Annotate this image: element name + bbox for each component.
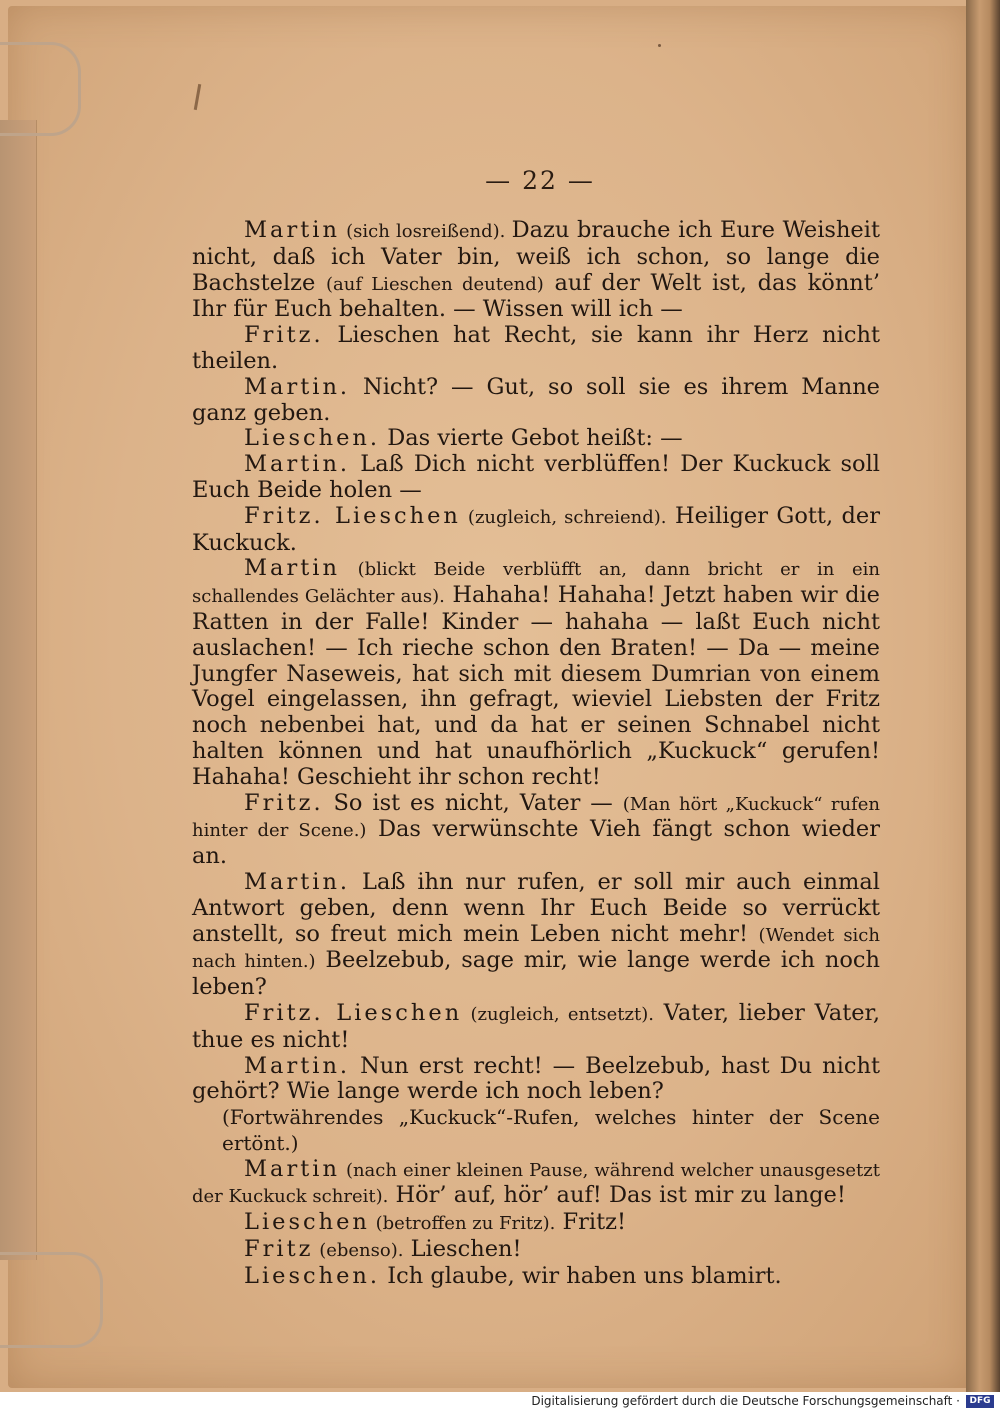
stage-direction: (zugleich, entsetzt). — [462, 1003, 654, 1025]
dialogue-text: Vater, lieber Vater, thue es nicht! — [192, 999, 880, 1053]
stage-direction: (ebenso). — [313, 1240, 404, 1262]
speaker-name: Fritz. Lieschen — [244, 502, 461, 529]
dialogue-text: auf der Welt ist, das könnt’ Ihr für Euch behalten. — Wissen will ich — — [192, 269, 880, 323]
speaker-name: Martin — [244, 217, 340, 243]
dfg-logo: DFG — [966, 1395, 994, 1408]
dialogue-text: Laß ihn nur rufen, er soll mir auch einmal Antwort geben, denn wenn Ihr Euch Beide so verrückt anstellt, so freut mich mein Leben nicht mehr! — [192, 868, 880, 947]
stage-direction: (betroffen zu Fritz). — [369, 1213, 556, 1235]
dialogue-text: Das vierte Gebot heißt: — — [380, 425, 683, 452]
paper-speck — [658, 44, 661, 47]
dialogue-text: Lieschen hat Recht, sie kann ihr Herz nicht theilen. — [192, 322, 880, 374]
stage-direction: (sich losreißend). — [339, 221, 512, 242]
binding-edge — [0, 120, 37, 1260]
speaker-name: Martin — [244, 555, 340, 582]
dialogue-text: So ist es nicht, Vater — — [323, 789, 623, 816]
stage-direction: (Wendet sich nach hinten.) — [192, 924, 880, 973]
speaker-name: Martin. — [244, 868, 351, 895]
speaker-name: Fritz — [244, 1236, 314, 1263]
dialogue-text: Beelzebub, sage mir, wie lange werde ich noch leben? — [192, 947, 880, 1001]
binding-clip-top — [0, 42, 81, 136]
dialogue-text: Nun erst recht! — Beelzebub, hast Du nicht gehört? Wie lange werde ich noch leben? — [192, 1052, 880, 1105]
speaker-name: Fritz. — [244, 789, 324, 816]
dialogue-text: Heiliger Gott, der Kuckuck. — [192, 502, 881, 556]
binding-clip-bottom — [0, 1252, 103, 1348]
dialogue-text: Dazu brauche ich Eure Weisheit nicht, daß ich Vater bin, weiß ich schon, so lange die Bachstelze — [192, 217, 880, 296]
dialogue-text: Das verwünschte Vieh fängt schon wieder an. — [192, 816, 880, 870]
stage-direction: (zugleich, schreiend). — [460, 506, 667, 528]
speaker-name: Fritz. — [244, 322, 324, 349]
dialogue-text: Hör’ auf, hör’ auf! Das ist mir zu lange! — [388, 1182, 846, 1209]
dialogue-text: (Fortwährendes „Kuckuck“-Rufen, welches hinter der Scene ertönt.) — [222, 1105, 880, 1155]
page-gutter — [966, 0, 1000, 1392]
page-number: — 22 — — [485, 166, 595, 195]
dialogue-paragraph — [192, 426, 880, 452]
dialogue-paragraph — [192, 1210, 880, 1237]
play-text-body — [192, 218, 880, 1290]
dialogue-paragraph — [192, 1237, 880, 1264]
stage-direction-line — [192, 1105, 880, 1157]
dialogue-text: Fritz! — [555, 1209, 627, 1236]
speaker-name: Martin. — [244, 1052, 351, 1079]
stage-direction: (auf Lieschen deutend) — [325, 273, 544, 295]
dialogue-paragraph — [192, 556, 880, 790]
dialogue-paragraph — [192, 1001, 880, 1054]
speaker-name: Martin. — [244, 373, 351, 400]
dialogue-paragraph — [192, 452, 880, 504]
speaker-name: Martin — [244, 1155, 340, 1182]
dialogue-paragraph — [192, 870, 880, 1001]
speaker-name: Lieschen. — [244, 425, 381, 452]
dialogue-paragraph — [192, 1157, 880, 1211]
stage-direction: (blickt Beide verblüfft an, dann bricht er in ein schallendes Gelächter aus). — [192, 559, 880, 608]
dialogue-paragraph — [192, 375, 880, 427]
dialogue-paragraph — [192, 1264, 880, 1290]
dialogue-paragraph — [192, 1054, 880, 1106]
speaker-name: Lieschen — [244, 1209, 370, 1236]
dialogue-text: Hahaha! Hahaha! Jetzt haben wir die Ratten in der Falle! Kinder — hahaha — laßt Euch nicht auslachen! — Ich rieche schon den Braten! — Da — meine Jungfer Naseweis, hat sich mit diesem Dumrian von einem Vogel eingelassen, ihn gefragt, wieviel Liebsten der Fritz noch nebenbei hat, und da hat er seinen Schnabel nicht halten können und hat unaufhörlich „Kuckuck“ gerufen! Hahaha! Geschieht ihr schon recht! — [192, 582, 881, 790]
dialogue-text: Lieschen! — [403, 1236, 522, 1263]
funding-notice: Digitalisierung gefördert durch die Deutsche Forschungsgemeinschaft · — [531, 1394, 960, 1408]
dialogue-paragraph — [192, 323, 880, 375]
speaker-name: Lieschen. — [244, 1262, 381, 1289]
stage-direction: (Man hört „Kuckuck“ rufen hinter der Scene.) — [192, 793, 880, 842]
speaker-name: Martin. — [244, 451, 351, 478]
dialogue-paragraph — [192, 504, 880, 557]
stage-direction: (nach einer kleinen Pause, während welcher unausgesetzt der Kuckuck schreit). — [192, 1159, 880, 1208]
dialogue-paragraph — [192, 791, 880, 870]
dialogue-text: Nicht? — Gut, so soll sie es ihrem Manne ganz geben. — [192, 373, 880, 426]
dialogue-paragraph — [192, 218, 880, 323]
dialogue-text: Laß Dich nicht verblüffen! Der Kuckuck soll Euch Beide holen — — [192, 451, 880, 503]
speaker-name: Fritz. Lieschen — [244, 999, 463, 1026]
footer-bar — [0, 1392, 1000, 1412]
dialogue-text: Ich glaube, wir haben uns blamirt. — [380, 1262, 782, 1289]
